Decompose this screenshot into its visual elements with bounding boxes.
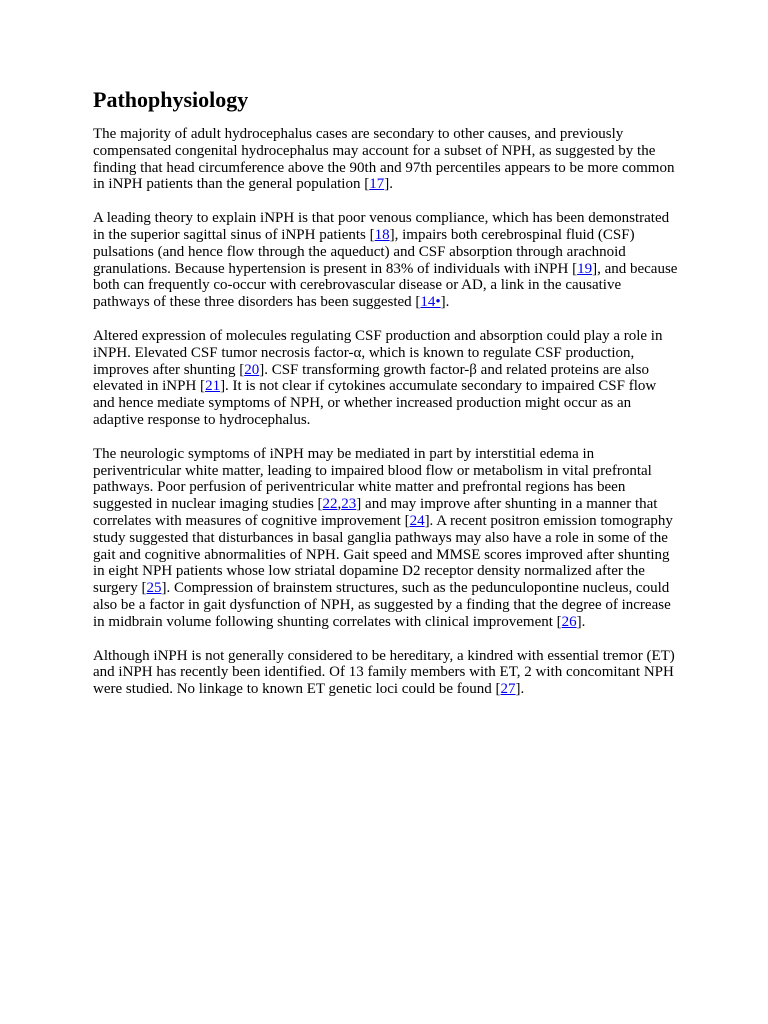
paragraph-text: The neurologic symptoms of iNPH may be mediated in part by interstitial edema in periventricular white matter, leading to impaired blood flow or metabolism in vital prefrontal pathways. Poor perfusion of periventricular white matter and prefrontal regions has been suggested in nuclear imaging studies [	[93, 445, 652, 513]
paragraph-text: ].	[515, 681, 525, 698]
reference-link[interactable]: 23	[341, 496, 357, 513]
paragraph-text: Altered expression of molecules regulating CSF production and absorption could play a role in iNPH. Elevated CSF tumor necrosis factor-α, which is known to regulate CSF production, improves after shunting [	[93, 327, 663, 378]
paragraph-2	[93, 210, 679, 311]
article-body	[93, 126, 679, 698]
reference-link[interactable]: 27	[500, 681, 516, 698]
paragraph-text: Although iNPH is not generally considered to be hereditary, a kindred with essential tremor (ET) and iNPH has recently been identified. Of 13 family members with ET, 2 with concomitant NPH were studied. No linkage to known ET genetic loci could be found [	[93, 647, 675, 698]
paragraph-5	[93, 648, 679, 698]
paragraph-3	[93, 328, 679, 429]
reference-link[interactable]: 22	[322, 496, 338, 513]
paragraph-4	[93, 446, 679, 631]
paragraph-text: ].	[384, 176, 393, 193]
reference-link[interactable]: 21	[205, 378, 221, 395]
section-heading: Pathophysiology	[93, 87, 249, 112]
paragraph-text: ]. It is not clear if cytokines accumulate secondary to impaired CSF flow and hence mediate symptoms of NPH, or whether increased production might occur as an adaptive response to hydrocephalus.	[93, 378, 657, 428]
paragraph-text: ]. CSF transforming growth factor-β and related proteins are also elevated in iNPH [	[93, 361, 649, 395]
paragraph-text: ], impairs both cerebrospinal fluid (CSF) pulsations (and hence flow through the aqueduct) and CSF absorption through arachnoid granulations. Because hypertension is present in 83% of individuals with iNPH [	[93, 226, 635, 277]
reference-link[interactable]: 19	[577, 260, 593, 277]
paragraph-1	[93, 126, 679, 193]
reference-link[interactable]: 26	[561, 613, 577, 630]
reference-link[interactable]: 24	[409, 512, 425, 529]
reference-link[interactable]: 20	[244, 361, 260, 378]
paragraph-text: ]. A recent positron emission tomography study suggested that disturbances in basal ganglia pathways may also have a role in some of the gait and cognitive abnormalities of NPH. Gait speed and MMSE scores improved after shunting in eight NPH patients whose low striatal dopamine D2 receptor density normalized after the surgery [	[93, 512, 673, 597]
paragraph-text: ] and may improve after shunting in a manner that correlates with measures of cognitive improvement [	[93, 496, 658, 529]
paragraph-text: ].	[576, 613, 586, 630]
paragraph-text: ,	[337, 496, 342, 513]
reference-link[interactable]: 17	[369, 176, 385, 193]
paragraph-text: ]. Compression of brainstem structures, such as the pedunculopontine nucleus, could also be a factor in gait dysfunction of NPH, as suggested by a finding that the degree of increase in midbrain volume following shunting correlates with clinical improvement [	[93, 580, 671, 630]
reference-link[interactable]: 14•	[420, 294, 441, 311]
article	[93, 86, 679, 715]
paragraph-text: A leading theory to explain iNPH is that poor venous compliance, which has been demonstrated in the superior sagittal sinus of iNPH patients [	[93, 210, 670, 243]
paragraph-text: The majority of adult hydrocephalus cases are secondary to other causes, and previously compensated congenital hydrocephalus may account for a subset of NPH, as suggested by the finding that head circumference above the 90th and 97th percentiles appears to be more common in iNPH patients than the general population [	[93, 126, 675, 193]
paragraph-text: ], and because both can frequently co-occur with cerebrovascular disease or AD, a link in the causative pathways of these three disorders has been suggested [	[93, 260, 678, 311]
reference-link[interactable]: 18	[374, 226, 390, 243]
reference-link[interactable]: 25	[146, 580, 162, 597]
paragraph-text: ].	[440, 294, 450, 311]
